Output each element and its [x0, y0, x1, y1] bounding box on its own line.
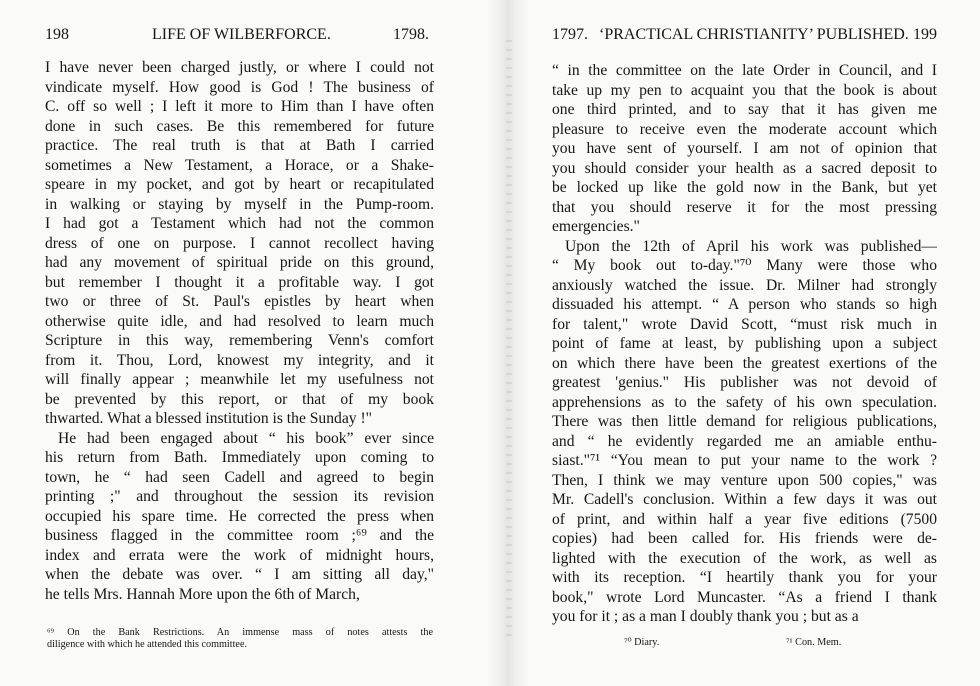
- text-line: be prevented by this report, or that of my book: [45, 390, 434, 408]
- text-line: sometimes a New Testament, a Horace, or a Shake-: [45, 156, 434, 174]
- text-line: siast."⁷¹ “You mean to put your name to the work ?: [552, 452, 937, 469]
- right-page-number: 199: [913, 26, 937, 43]
- text-line: point of fame at least, by publishing upon a subject: [552, 335, 937, 352]
- text-line: C. off so well ; I left it more to Him than I have often: [45, 98, 434, 115]
- text-line: with its reception. “I heartily thank you for your: [552, 569, 937, 586]
- text-line: of print, and within half a year five editions (7500: [552, 510, 937, 528]
- text-line: from it. Thou, Lord, knowest my integrity, and it: [45, 351, 434, 369]
- text-line: on which there have been the greatest exertions of the: [552, 354, 937, 372]
- text-line: his return from Bath. Immediately upon coming to: [45, 449, 434, 466]
- text-line: Then, I think we may venture upon 500 copies," was: [552, 471, 937, 489]
- text-line: greatest 'genius." His publisher was not devoid of: [552, 374, 937, 391]
- text-line: Mr. Cadell's conclusion. Within a few days it was out: [552, 491, 937, 508]
- text-line: be locked up like the gold now in the Bank, but yet: [552, 179, 937, 196]
- text-line: but remember I thought it a profitable way. I got: [45, 273, 434, 291]
- text-line: emergencies.": [552, 218, 640, 235]
- text-line: dissuaded his attempt. “ A person who stands so high: [552, 296, 937, 313]
- text-line: otherwise quite idle, and had resolved to learn much: [45, 312, 434, 330]
- text-line: dress of one on purpose. I cannot recollect having: [45, 234, 434, 252]
- text-line: Scripture in this way, remembering Venn's comfort: [45, 332, 434, 349]
- text-line: occupied his spare time. He corrected the press when: [45, 507, 434, 525]
- text-line: “ in the committee on the late Order in Council, and I: [552, 62, 937, 79]
- footnote-line: ⁶⁹ On the Bank Restrictions. An immense mass of notes attests the: [47, 627, 433, 638]
- left-footnote: [47, 627, 433, 651]
- left-running-title: LIFE OF WILBERFORCE.: [152, 26, 331, 43]
- text-line: one third printed, and to say that it has given me: [552, 101, 937, 118]
- text-line: speare in my pocket, and got by heart or recapitulated: [45, 176, 434, 193]
- right-page: [530, 0, 980, 686]
- text-line: you have sent of yourself. I am not of opinion that: [552, 140, 937, 157]
- text-line: pleasure to receive even the moderate account which: [552, 120, 937, 138]
- footnote-line: diligence with which he attended this committee.: [47, 639, 248, 650]
- text-line: you should consider your health as a sacred deposit to: [552, 159, 937, 177]
- text-line: practice. The real truth is that at Bath I carried: [45, 137, 434, 154]
- text-line: you for it ; as a man I doubly thank you ; but as a: [552, 608, 859, 625]
- text-line: thwarted. What a blessed institution is the Sunday !": [45, 410, 372, 427]
- right-page-year: 1797.: [552, 26, 588, 43]
- text-line: index and errata were the work of midnight hours,: [45, 546, 434, 564]
- right-running-title: ‘PRACTICAL CHRISTIANITY’ PUBLISHED.: [599, 26, 909, 43]
- text-line: I had got a Testament which had not the common: [45, 215, 434, 232]
- text-line: had any movement of spiritual pride on this ground,: [45, 254, 434, 271]
- text-line: printing ;" and throughout the session its revision: [45, 488, 434, 505]
- text-line: done in such cases. Be this remembered for future: [45, 117, 434, 135]
- footnote-70: ⁷⁰ Diary.: [624, 637, 660, 648]
- text-line: will finally appear ; meanwhile let my usefulness not: [45, 371, 434, 388]
- text-line: anxiously watched the issue. Dr. Milner had strongly: [552, 276, 937, 294]
- gutter-shadow: [506, 40, 512, 640]
- text-line: and “ he evidently regarded me an amiable enthu-: [552, 432, 937, 450]
- text-line: town, he “ had seen Cadell and agreed to begin: [45, 468, 434, 486]
- text-line: There was then little demand for religious publications,: [552, 413, 937, 430]
- text-line: he tells Mrs. Hannah More upon the 6th of March,: [45, 585, 360, 603]
- text-line: two or three of St. Paul's epistles by heart when: [45, 293, 434, 310]
- text-line: “ My book out to-day."⁷⁰ Many were those who: [552, 257, 937, 274]
- text-line: lighted with the execution of the work, as well as: [552, 549, 937, 567]
- text-line: book," wrote Lord Muncaster. “As a friend I thank: [552, 588, 937, 606]
- text-line: apprehensions as to the safety of his own speculation.: [552, 393, 937, 411]
- text-line: business flagged in the committee room ;⁶⁹ and the: [45, 527, 434, 544]
- text-line: in walking or staying by myself in the Pump-room.: [45, 195, 434, 213]
- text-line: I have never been charged justly, or where I could not: [45, 59, 434, 76]
- text-line: copies) had been called for. His friends were de-: [552, 530, 937, 547]
- left-body-text: [45, 58, 434, 604]
- text-line: take up my pen to acquaint you that the book is about: [552, 81, 937, 99]
- text-line: He had been engaged about “ his book” ever since: [58, 429, 434, 447]
- text-line: vindicate myself. How good is God ! The business of: [45, 78, 434, 96]
- right-body-text: [552, 61, 937, 627]
- text-line: Upon the 12th of April his work was published—: [565, 237, 937, 255]
- left-page-number: 198: [45, 26, 69, 43]
- text-line: that you should reserve it for the most pressing: [552, 198, 937, 216]
- text-line: for talent," wrote David Scott, “must risk much in: [552, 315, 937, 333]
- footnote-71: ⁷¹ Con. Mem.: [786, 637, 842, 648]
- left-page-year: 1798.: [393, 26, 429, 43]
- text-line: when the debate was over. “ I am sitting all day,": [45, 566, 434, 583]
